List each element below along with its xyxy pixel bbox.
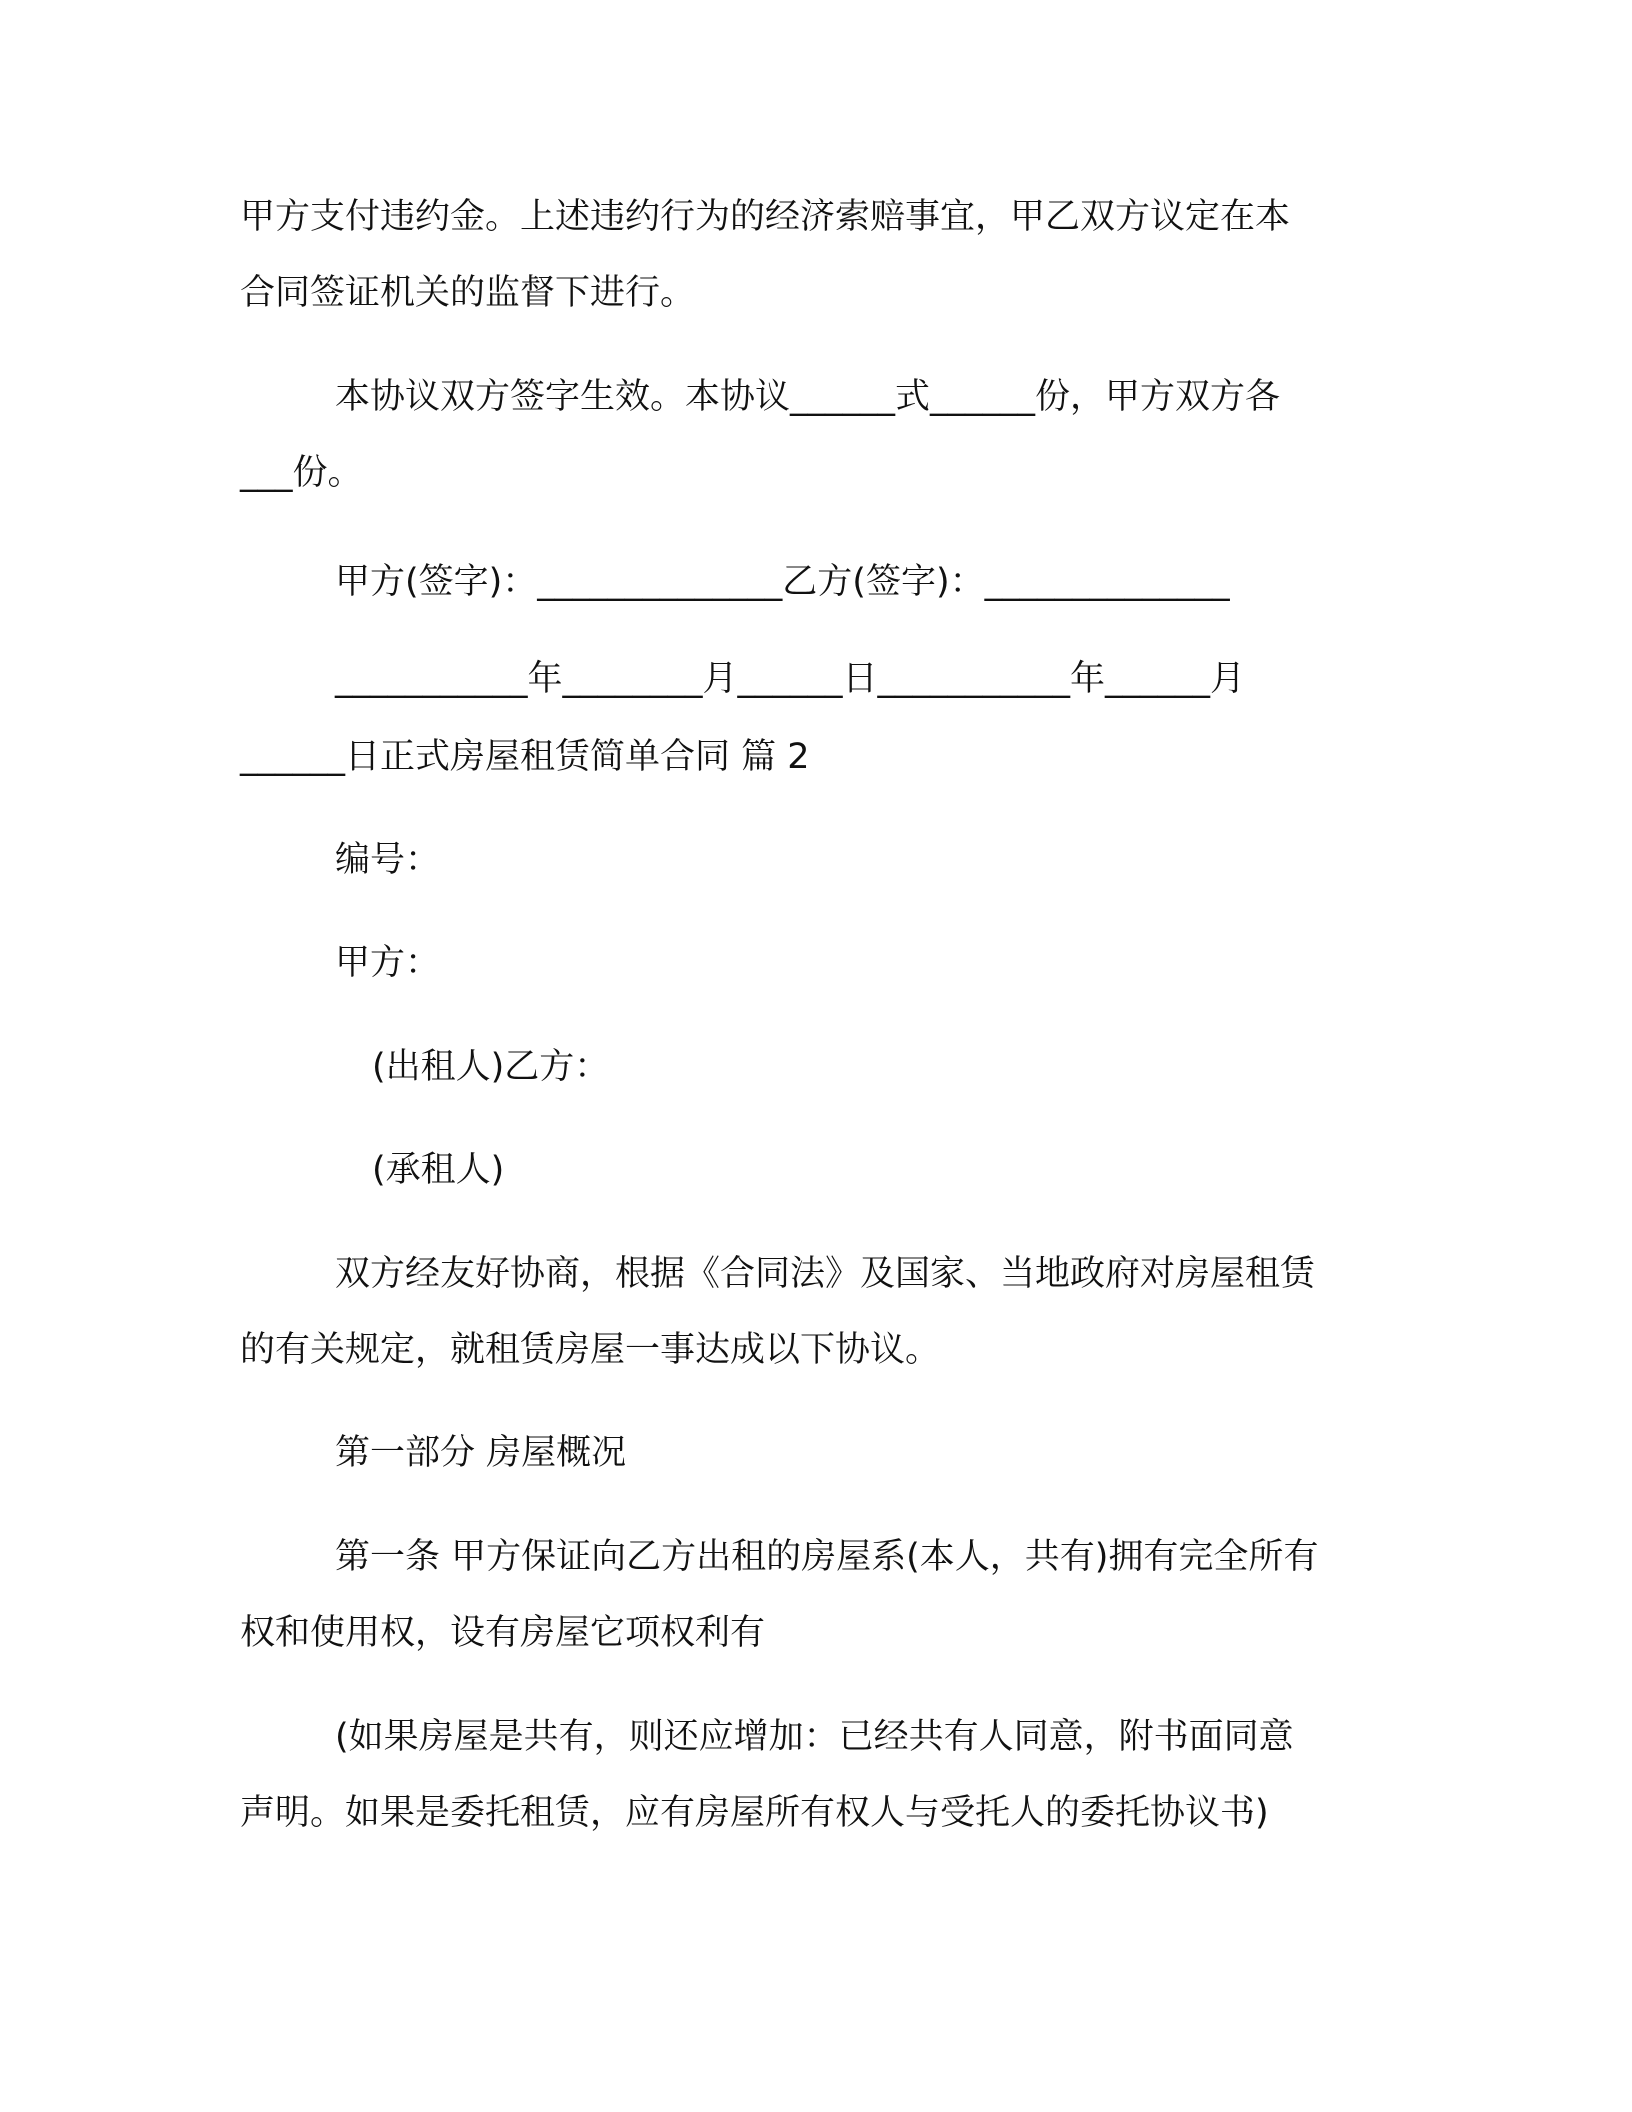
paragraph-line: 的有关规定，就租赁房屋一事达成以下协议。 bbox=[240, 1330, 941, 1370]
paragraph-line: 第一条 甲方保证向乙方出租的房屋系(本人，共有)拥有完全所有 bbox=[335, 1537, 1319, 1577]
paragraph-line: ___份。 bbox=[240, 453, 363, 493]
paragraph-line: 声明。如果是委托租赁，应有房屋所有权人与受托人的委托协议书) bbox=[240, 1793, 1269, 1833]
paragraph-line: 权和使用权，设有房屋它项权利有 bbox=[240, 1613, 766, 1653]
section-heading: 第一部分 房屋概况 bbox=[335, 1433, 627, 1473]
lessee-label: (承租人) bbox=[372, 1150, 505, 1190]
paragraph-line: 甲方支付违约金。上述违约行为的经济索赔事宜，甲乙双方议定在本 bbox=[240, 197, 1291, 237]
date-line-contract-title: ______日正式房屋租赁简单合同 篇 2 bbox=[240, 737, 810, 777]
paragraph-line: 本协议双方签字生效。本协议______式______份，甲方双方各 bbox=[335, 377, 1281, 417]
paragraph-line: 双方经友好协商，根据《合同法》及国家、当地政府对房屋租赁 bbox=[335, 1254, 1316, 1294]
paragraph-line: (如果房屋是共有，则还应增加：已经共有人同意，附书面同意 bbox=[335, 1717, 1294, 1757]
number-label: 编号： bbox=[335, 840, 441, 880]
lessor-party-b-label: (出租人)乙方： bbox=[372, 1047, 610, 1087]
party-a-label: 甲方： bbox=[335, 943, 441, 983]
date-line: ___________年________月______日___________年______月 bbox=[335, 659, 1246, 699]
signature-line: 甲方(签字)：______________乙方(签字)：______________ bbox=[335, 562, 1230, 602]
paragraph-line: 合同签证机关的监督下进行。 bbox=[240, 273, 696, 313]
